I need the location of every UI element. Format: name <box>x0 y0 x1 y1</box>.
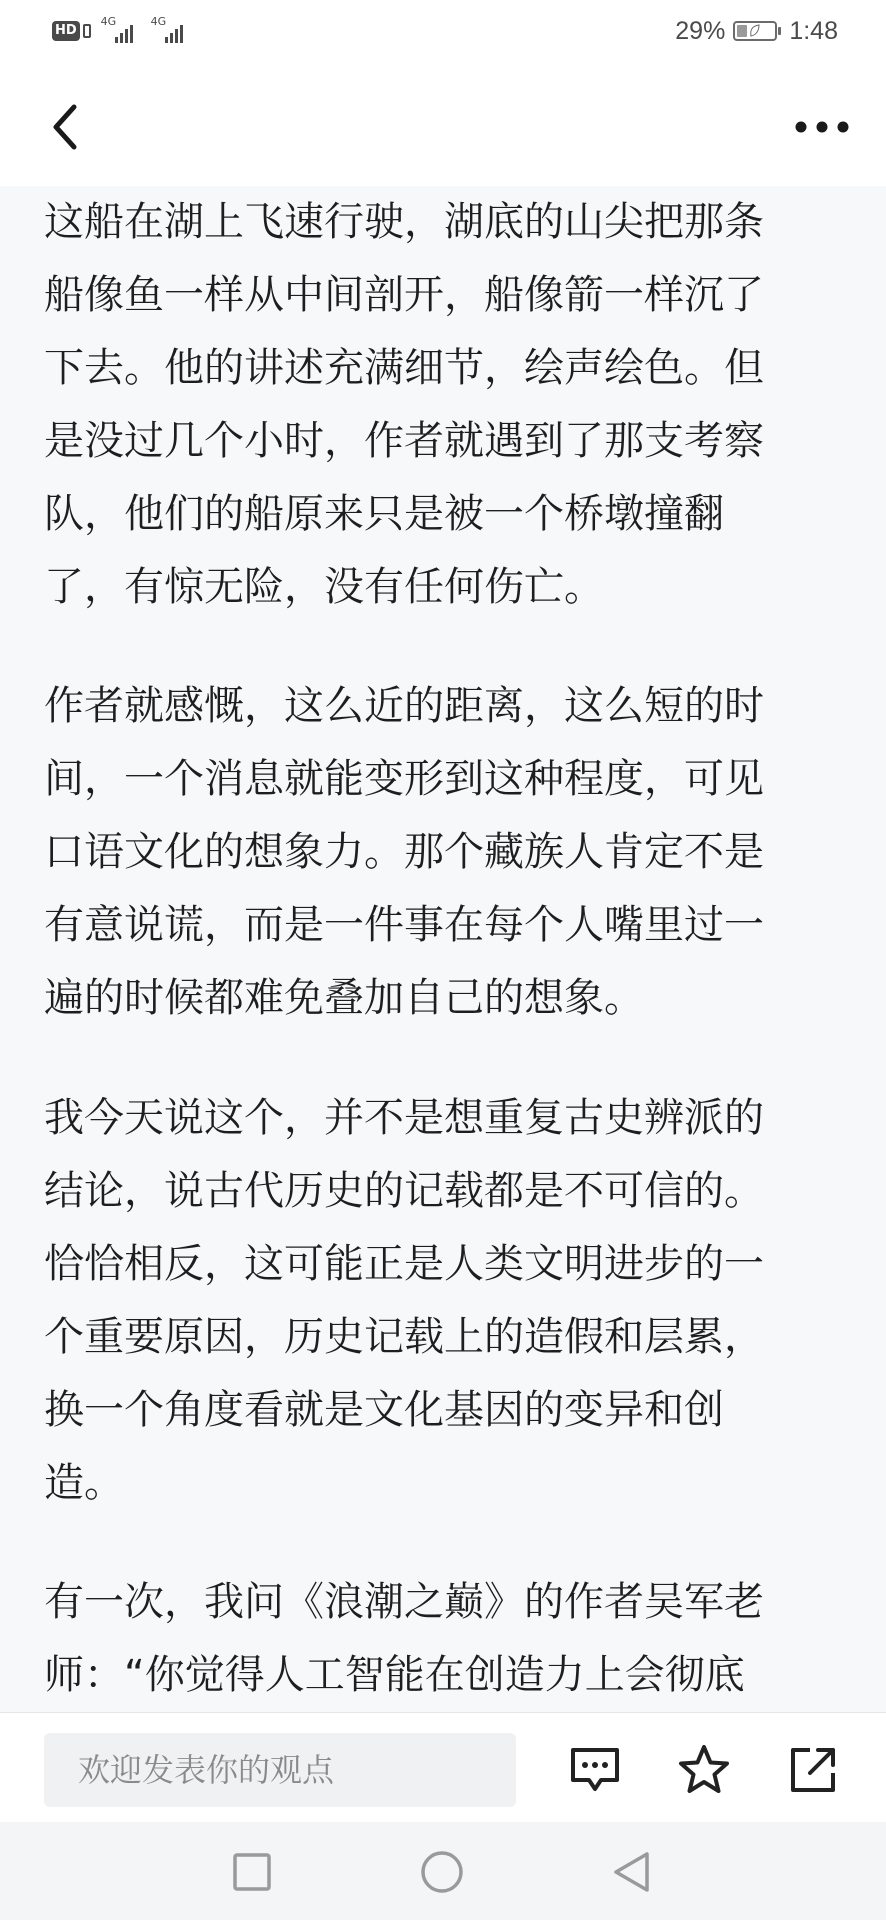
battery-icon <box>733 21 777 41</box>
signal-icon-sim1 <box>101 17 141 45</box>
top-nav-bar <box>0 62 886 187</box>
article-line: 遍的时候都难免叠加自己的想象。 <box>44 975 644 1021</box>
status-bar <box>0 0 886 62</box>
square-icon <box>232 1852 272 1892</box>
article-line: 我今天说这个，并不是想重复古史辨派的 <box>44 1095 764 1141</box>
status-right <box>675 14 838 48</box>
article-line: 换一个角度看就是文化基因的变异和创 <box>44 1387 724 1433</box>
more-horizontal-icon <box>794 120 850 134</box>
share-button[interactable] <box>778 1735 848 1805</box>
chevron-left-icon <box>48 102 82 152</box>
article-line: 师：“你觉得人工智能在创造力上会彻底 <box>44 1652 745 1698</box>
article-paragraph <box>44 186 764 624</box>
article-line: 个重要原因，历史记载上的造假和层累， <box>44 1314 764 1360</box>
triangle-back-icon <box>610 1850 654 1894</box>
signal-icon-sim2 <box>151 17 191 45</box>
share-icon <box>788 1745 838 1795</box>
article-line: 有一次，我问《浪潮之巅》的作者吴军老 <box>44 1579 764 1625</box>
system-navigation-bar <box>0 1822 886 1920</box>
power-saving-leaf-icon <box>749 24 761 38</box>
signal-bars-2 <box>165 25 183 43</box>
comment-input[interactable] <box>44 1733 516 1807</box>
article-line: 造。 <box>44 1460 124 1506</box>
article-line: 有意说谎，而是一件事在每个人嘴里过一 <box>44 902 764 948</box>
article-paragraph <box>44 1566 764 1712</box>
article-line: 间，一个消息就能变形到这种程度，可见 <box>44 756 764 802</box>
article-line: 船像鱼一样从中间剖开，船像箭一样沉了 <box>44 272 764 318</box>
article-line: 了，有惊无险，没有任何伤亡。 <box>44 564 604 610</box>
hd-secondary-icon <box>83 24 91 38</box>
battery-percent: 29% <box>675 16 726 45</box>
battery-fill <box>737 25 747 37</box>
more-options-button[interactable] <box>782 92 862 162</box>
hd-icon <box>52 21 91 41</box>
hd-label: HD <box>52 21 80 41</box>
article-line: 恰恰相反，这可能正是人类文明进步的一 <box>44 1241 764 1287</box>
article-paragraph <box>44 1082 764 1520</box>
comment-icon <box>568 1745 622 1795</box>
article-body <box>0 186 886 1712</box>
back-button[interactable] <box>30 92 100 162</box>
network-type-1: 4G <box>100 15 117 28</box>
article-line: 口语文化的想象力。那个藏族人肯定不是 <box>44 829 764 875</box>
article-line: 是没过几个小时，作者就遇到了那支考察 <box>44 418 764 464</box>
circle-icon <box>420 1850 464 1894</box>
signal-bars-1 <box>115 25 133 43</box>
article-paragraph <box>44 670 764 1035</box>
status-left <box>52 17 191 45</box>
article-line: 作者就感慨，这么近的距离，这么短的时 <box>44 683 764 729</box>
article-line: 队，他们的船原来只是被一个桥墩撞翻 <box>44 491 724 537</box>
article-line: 下去。他的讲述充满细节，绘声绘色。但 <box>44 345 764 391</box>
home-button[interactable] <box>412 1842 472 1902</box>
network-type-2: 4G <box>150 15 167 28</box>
comment-button[interactable] <box>560 1735 630 1805</box>
system-back-button[interactable] <box>602 1842 662 1902</box>
star-icon <box>676 1743 732 1797</box>
article-line: 结论，说古代历史的记载都是不可信的。 <box>44 1168 764 1214</box>
recents-button[interactable] <box>222 1842 282 1902</box>
favorite-button[interactable] <box>669 1735 739 1805</box>
article-line: 这船在湖上飞速行驶，湖底的山尖把那条 <box>44 199 764 245</box>
clock: 1:48 <box>789 16 838 45</box>
comment-bar <box>0 1712 886 1823</box>
